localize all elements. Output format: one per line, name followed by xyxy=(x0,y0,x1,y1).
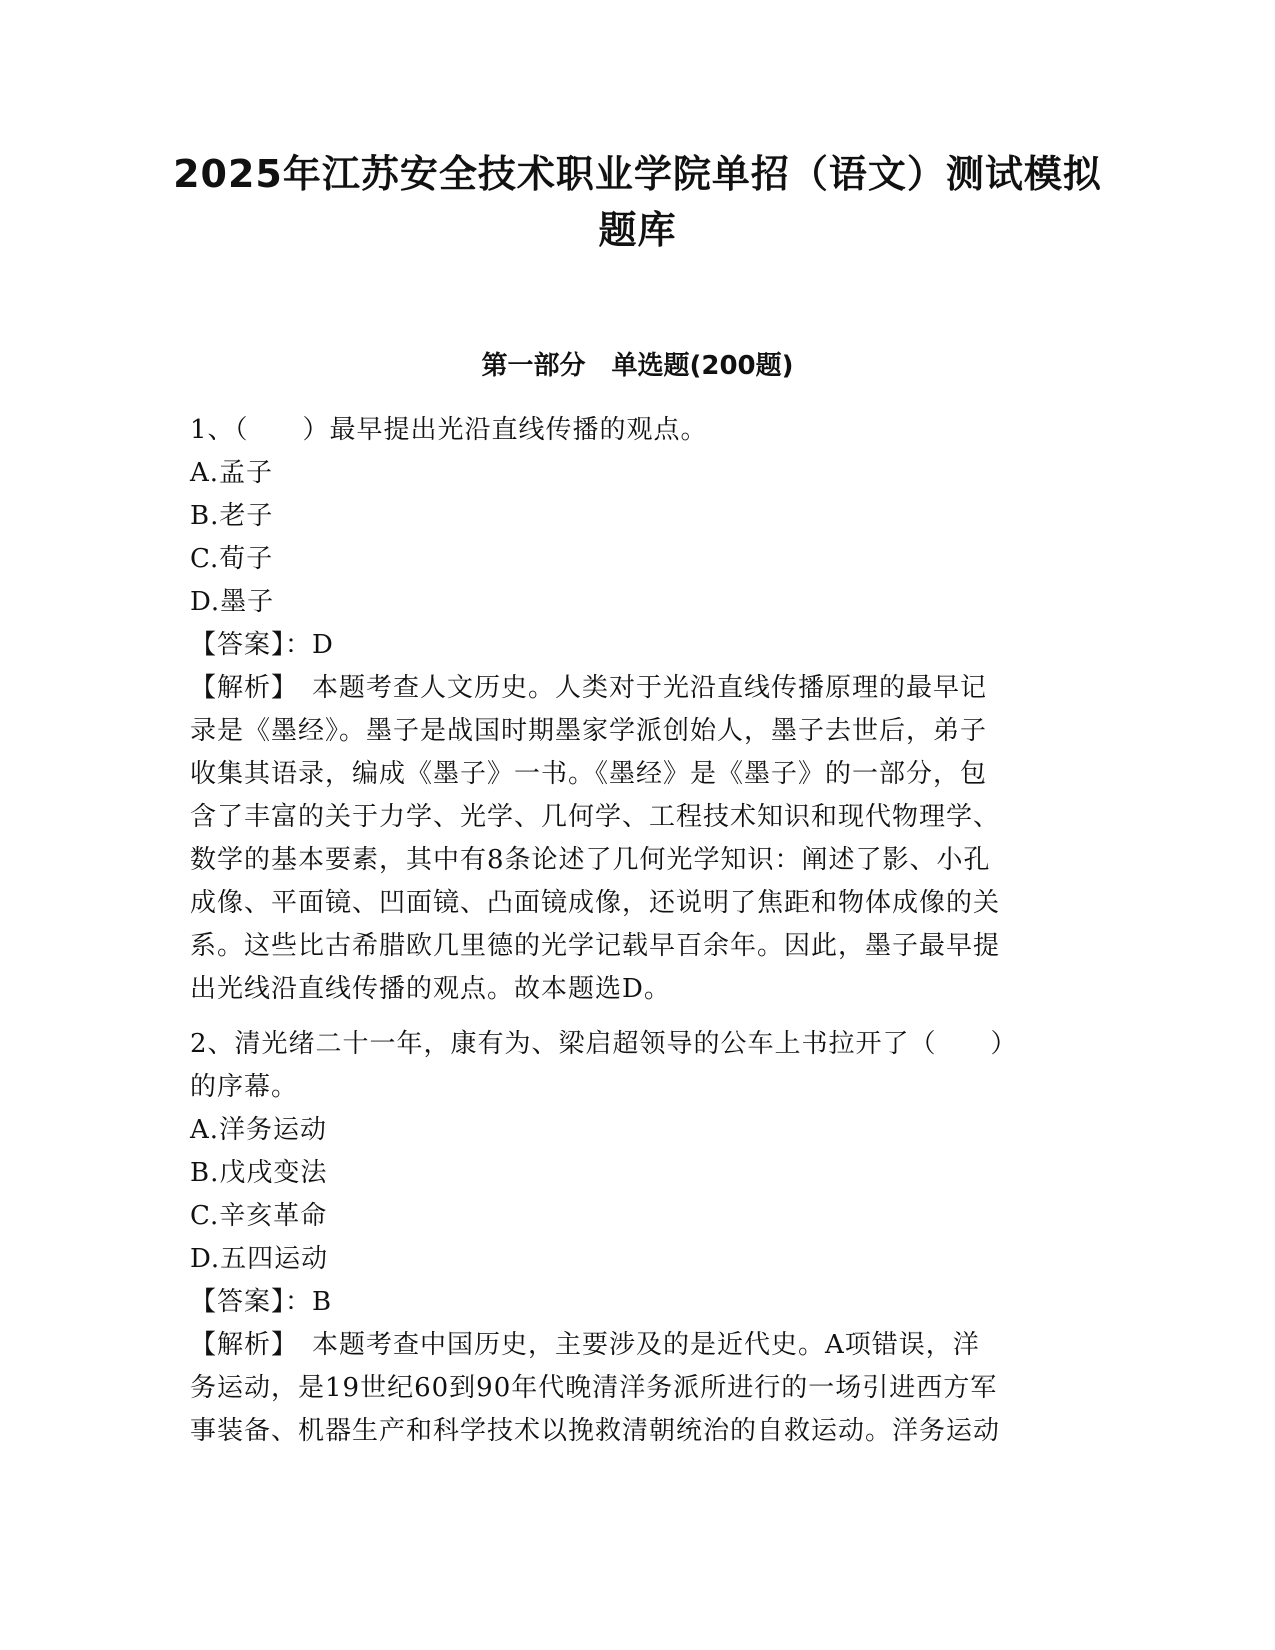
analysis-line: 收集其语录，编成《墨子》一书。《墨经》是《墨子》的一部分，包 xyxy=(190,759,988,789)
question-stem: 2、清光绪二十一年，康有为、梁启超领导的公车上书拉开了（ ） xyxy=(190,1029,1018,1059)
title-line-2: 题库 xyxy=(598,208,677,252)
analysis-line: 事装备、机器生产和科学技术以挽救清朝统治的自救运动。洋务运动 xyxy=(190,1416,1001,1446)
analysis-line: 【解析】 本题考查人文历史。人类对于光沿直线传播原理的最早记 xyxy=(190,673,988,703)
analysis-paragraph xyxy=(190,1324,1085,1453)
analysis-line: 系。这些比古希腊欧几里德的光学记载早百余年。因此，墨子最早提 xyxy=(190,931,1001,961)
answer-line: 【答案】：D xyxy=(190,630,334,660)
analysis-line: 成像、平面镜、凹面镜、凸面镜成像，还说明了焦距和物体成像的关 xyxy=(190,888,1001,918)
analysis-line: 含了丰富的关于力学、光学、几何学、工程技术知识和现代物理学、 xyxy=(190,802,1001,832)
option-d: D.墨子 xyxy=(190,587,275,617)
question-stem-continued: 的序幕。 xyxy=(190,1072,299,1102)
question-spacer xyxy=(190,1011,1085,1023)
answer-line: 【答案】：B xyxy=(190,1287,333,1317)
question-stem: 1、（ ）最早提出光沿直线传播的观点。 xyxy=(190,415,708,445)
analysis-line: 录是《墨经》。墨子是战国时期墨家学派创始人，墨子去世后，弟子 xyxy=(190,716,988,746)
option-b: B.老子 xyxy=(190,501,274,531)
question-2 xyxy=(190,1023,1085,1453)
analysis-line: 【解析】 本题考查中国历史，主要涉及的是近代史。A项错误，洋 xyxy=(190,1330,980,1360)
analysis-line: 出光线沿直线传播的观点。故本题选D。 xyxy=(190,974,671,1004)
option-d: D.五四运动 xyxy=(190,1244,329,1274)
option-b: B.戊戌变法 xyxy=(190,1158,328,1188)
option-a: A.洋务运动 xyxy=(190,1115,328,1145)
analysis-line: 务运动，是19世纪60到90年代晚清洋务派所进行的一场引进西方军 xyxy=(190,1373,998,1403)
option-c: C.荀子 xyxy=(190,544,274,574)
section-heading: 第一部分 单选题(200题) xyxy=(481,351,794,381)
analysis-paragraph xyxy=(190,667,1085,1011)
document-title xyxy=(160,146,1115,258)
question-1 xyxy=(190,409,1085,1011)
option-a: A.孟子 xyxy=(190,458,274,488)
title-line-1: 2025年江苏安全技术职业学院单招（语文）测试模拟 xyxy=(173,152,1102,196)
question-list xyxy=(190,409,1085,1453)
analysis-line: 数学的基本要素，其中有8条论述了几何光学知识：阐述了影、小孔 xyxy=(190,845,991,875)
option-c: C.辛亥革命 xyxy=(190,1201,328,1231)
